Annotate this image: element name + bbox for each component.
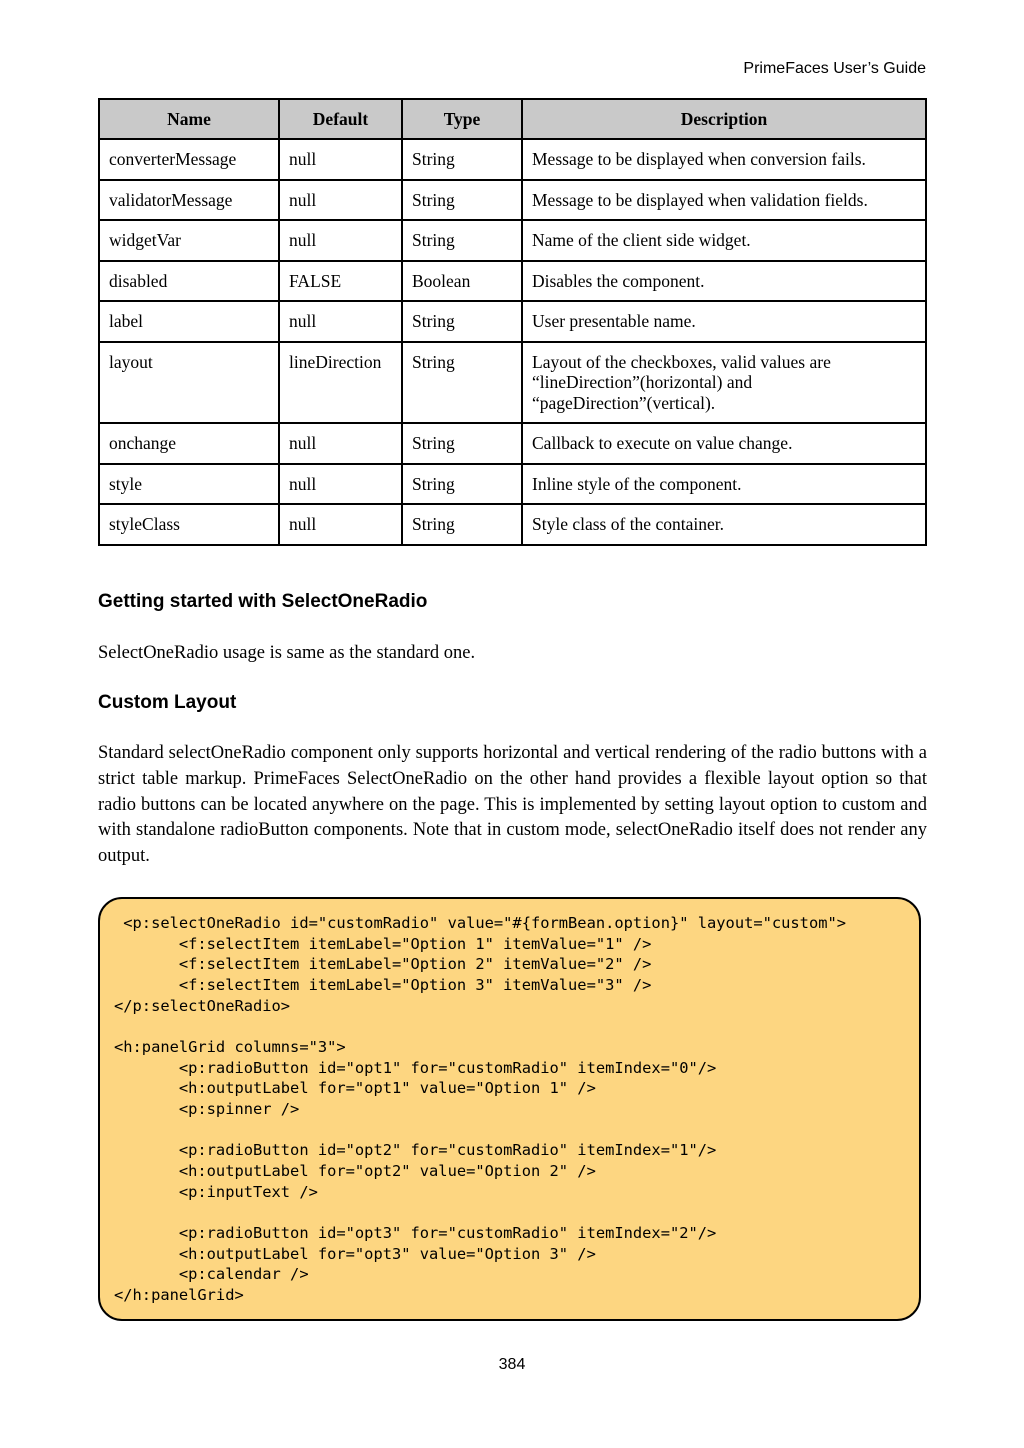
table-row (99, 261, 926, 302)
cell-name: disabled (99, 261, 279, 302)
cell-description: Callback to execute on value change. (522, 423, 926, 464)
table-row (99, 301, 926, 342)
cell-default: lineDirection (279, 342, 402, 424)
cell-type: String (402, 423, 522, 464)
cell-description: Name of the client side widget. (522, 220, 926, 261)
code-block (98, 897, 921, 1321)
table-row (99, 220, 926, 261)
cell-name: converterMessage (99, 139, 279, 180)
cell-name: onchange (99, 423, 279, 464)
cell-type: String (402, 342, 522, 424)
cell-type: String (402, 139, 522, 180)
cell-name: validatorMessage (99, 180, 279, 221)
cell-default: null (279, 301, 402, 342)
cell-default: FALSE (279, 261, 402, 302)
cell-type: String (402, 464, 522, 505)
section-body-getting-started: SelectOneRadio usage is same as the standard one. (98, 643, 476, 663)
cell-default: null (279, 423, 402, 464)
cell-name: style (99, 464, 279, 505)
table-row (99, 139, 926, 180)
cell-description: Inline style of the component. (522, 464, 926, 505)
section-heading-getting-started: Getting started with SelectOneRadio (98, 591, 428, 612)
page-header: PrimeFaces User’s Guide (743, 60, 926, 77)
cell-default: null (279, 220, 402, 261)
table-row (99, 504, 926, 545)
cell-type: Boolean (402, 261, 522, 302)
section-heading-custom-layout: Custom Layout (98, 692, 237, 713)
table-row (99, 464, 926, 505)
cell-description: User presentable name. (522, 301, 926, 342)
cell-name: widgetVar (99, 220, 279, 261)
cell-description: Message to be displayed when validation fields. (522, 180, 926, 221)
column-header-type: Type (402, 99, 522, 139)
cell-name: layout (99, 342, 279, 424)
cell-name: styleClass (99, 504, 279, 545)
cell-description: Layout of the checkboxes, valid values are “lineDirection”(horizontal) and “pageDirection”(vertical). (522, 342, 926, 424)
column-header-description: Description (522, 99, 926, 139)
cell-type: String (402, 220, 522, 261)
cell-description: Message to be displayed when conversion fails. (522, 139, 926, 180)
table-header-row (99, 99, 926, 139)
cell-description: Disables the component. (522, 261, 926, 302)
column-header-default: Default (279, 99, 402, 139)
section-body-custom-layout: Standard selectOneRadio component only supports horizontal and vertical rendering of the radio buttons with a strict table markup. PrimeFaces SelectOneRadio on the other hand provides a flexible layout option so that radio buttons can be located anywhere on the page. This is implemented by setting layout option to custom and with standalone radioButton components. Note that in custom mode, selectOneRadio itself does not render any output. (98, 743, 927, 867)
cell-type: String (402, 504, 522, 545)
cell-name: label (99, 301, 279, 342)
table-row (99, 180, 926, 221)
code-text: <p:selectOneRadio id="customRadio" value="#{formBean.option}" layout="custom"> <f:selectItem itemLabel="Option 1" itemValue="1" /> <f:selectItem itemLabel="Option 2" itemValue="2" /> <f:selectItem itemLabel="Option 3" itemValue="3" /> </p:selectOneRadio> <h:panelGrid columns="3"> <p:radioButton id="opt1" for="customRadio" itemIndex="0"/> <h:outputLabel for="opt1" value="Option 1" /> <p:spinner /> <p:radioButton id="opt2" for="customRadio" itemIndex="1"/> <h:outputLabel for="opt2" value="Option 2" /> <p:inputText /> <p:radioButton id="opt3" for="customRadio" itemIndex="2"/> <h:outputLabel for="opt3" value="Option 3" /> <p:calendar /> </h:panelGrid> (114, 914, 847, 1304)
cell-default: null (279, 504, 402, 545)
cell-type: String (402, 180, 522, 221)
cell-description: Style class of the container. (522, 504, 926, 545)
page-number: 384 (498, 1356, 526, 1373)
attributes-table (98, 98, 927, 546)
cell-default: null (279, 464, 402, 505)
cell-type: String (402, 301, 522, 342)
column-header-name: Name (99, 99, 279, 139)
cell-default: null (279, 180, 402, 221)
table-row (99, 342, 926, 424)
table-row (99, 423, 926, 464)
cell-default: null (279, 139, 402, 180)
